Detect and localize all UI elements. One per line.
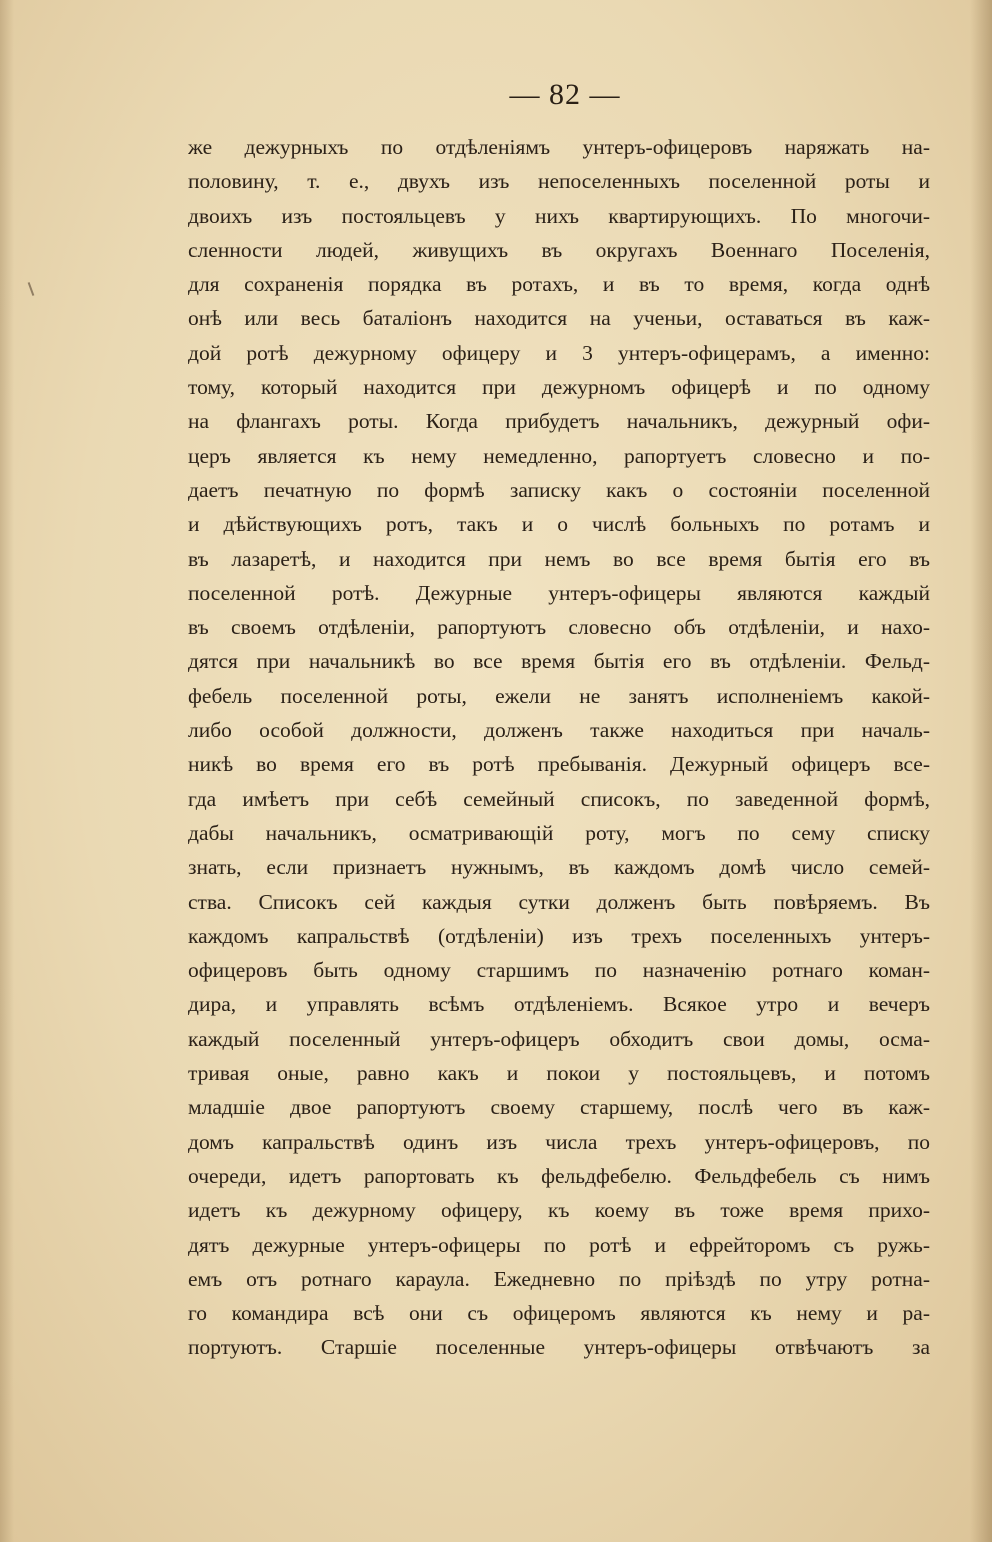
body-text xyxy=(188,130,930,1365)
text-line-26: дира, и управлять всѣмъ отдѣленіемъ. Всякое утро и вечеръ xyxy=(188,992,930,1017)
text-line-34: емъ отъ ротнаго караула. Ежедневно по пріѣздѣ по утру ротна- xyxy=(188,1266,930,1291)
text-line-30: домъ капральствѣ одинъ изъ числа трехъ унтеръ-офицеровъ, по xyxy=(188,1129,930,1154)
text-line-31: очереди, идетъ рапортовать къ фельдфебелю. Фельдфебель съ нимъ xyxy=(188,1163,930,1188)
text-line-8: тому, который находится при дежурномъ офицерѣ и по одному xyxy=(188,375,930,400)
text-line-22: знать, если признаетъ нужнымъ, въ каждомъ домѣ число семей- xyxy=(188,855,930,880)
text-line-21: дабы начальникъ, осматривающій роту, могъ по сему списку xyxy=(188,820,930,845)
text-line-4: сленности людей, живущихъ въ округахъ Военнаго Поселенія, xyxy=(188,237,930,262)
page-number: — 82 — xyxy=(509,78,621,111)
text-line-17: фебель поселенной роты, ежели не занятъ исполненіемъ какой- xyxy=(188,683,930,708)
text-line-10: церъ является къ нему немедленно, рапортуетъ словесно и по- xyxy=(188,443,930,468)
margin-pencil-mark xyxy=(28,282,35,296)
text-line-3: двоихъ изъ постояльцевъ у нихъ квартирующихъ. По многочи- xyxy=(188,203,930,228)
text-line-5: для сохраненія порядка въ ротахъ, и въ то время, когда однѣ xyxy=(188,272,930,297)
text-line-2: половину, т. е., двухъ изъ непоселенныхъ поселенной роты и xyxy=(188,169,930,194)
right-page-edge-shadow xyxy=(970,0,992,1542)
text-line-13: въ лазаретѣ, и находится при немъ во все время бытія его въ xyxy=(188,546,930,571)
text-line-32: идетъ къ дежурному офицеру, къ коему въ тоже время прихо- xyxy=(188,1198,930,1223)
text-line-24: каждомъ капральствѣ (отдѣленіи) изъ трехъ поселенныхъ унтеръ- xyxy=(188,923,930,948)
text-line-6: онѣ или весь баталіонъ находится на ученьи, оставаться въ каж- xyxy=(188,306,930,331)
text-line-14: поселенной ротѣ. Дежурные унтеръ-офицеры являются каждый xyxy=(188,580,930,605)
left-page-edge-shadow xyxy=(0,0,14,1542)
text-line-25: офицеровъ быть одному старшимъ по назначенію ротнаго коман- xyxy=(188,958,930,983)
text-line-29: младшіе двое рапортуютъ своему старшему, послѣ чего въ каж- xyxy=(188,1095,930,1120)
text-line-16: дятся при начальникѣ во все время бытія его въ отдѣленіи. Фельд- xyxy=(188,649,930,674)
text-line-23: ства. Списокъ сей каждыя сутки долженъ быть повѣряемъ. Въ xyxy=(188,889,930,914)
text-line-15: въ своемъ отдѣленіи, рапортуютъ словесно объ отдѣленіи, и нахо- xyxy=(188,615,930,640)
text-line-27: каждый поселенный унтеръ-офицеръ обходитъ свои домы, осма- xyxy=(188,1026,930,1051)
text-line-33: дятъ дежурные унтеръ-офицеры по ротѣ и ефрейторомъ съ ружь- xyxy=(188,1232,930,1257)
text-line-11: даетъ печатную по формѣ записку какъ о состояніи поселенной xyxy=(188,477,930,502)
text-line-19: никѣ во время его въ ротѣ пребыванія. Дежурный офицеръ все- xyxy=(188,752,930,777)
text-line-18: либо особой должности, долженъ также находиться при началь- xyxy=(188,718,930,743)
text-line-7: дой ротѣ дежурному офицеру и 3 унтеръ-офицерамъ, а именно: xyxy=(188,340,930,365)
text-line-1: же дежурныхъ по отдѣленіямъ унтеръ-офицеровъ наряжать на- xyxy=(188,135,930,159)
text-line-28: тривая оные, равно какъ и покои у постояльцевъ, и потомъ xyxy=(188,1061,930,1086)
text-line-36: портуютъ. Старшіе поселенные унтеръ-офицеры отвѣчаютъ за xyxy=(188,1335,930,1360)
text-line-9: на флангахъ роты. Когда прибудетъ начальникъ, дежурный офи- xyxy=(188,409,930,434)
text-line-12: и дѣйствующихъ ротъ, такъ и о числѣ больныхъ по ротамъ и xyxy=(188,512,930,537)
text-line-20: гда имѣетъ при себѣ семейный списокъ, по заведенной формѣ, xyxy=(188,786,930,811)
text-line-35: го командира всѣ они съ офицеромъ являются къ нему и ра- xyxy=(188,1301,930,1326)
